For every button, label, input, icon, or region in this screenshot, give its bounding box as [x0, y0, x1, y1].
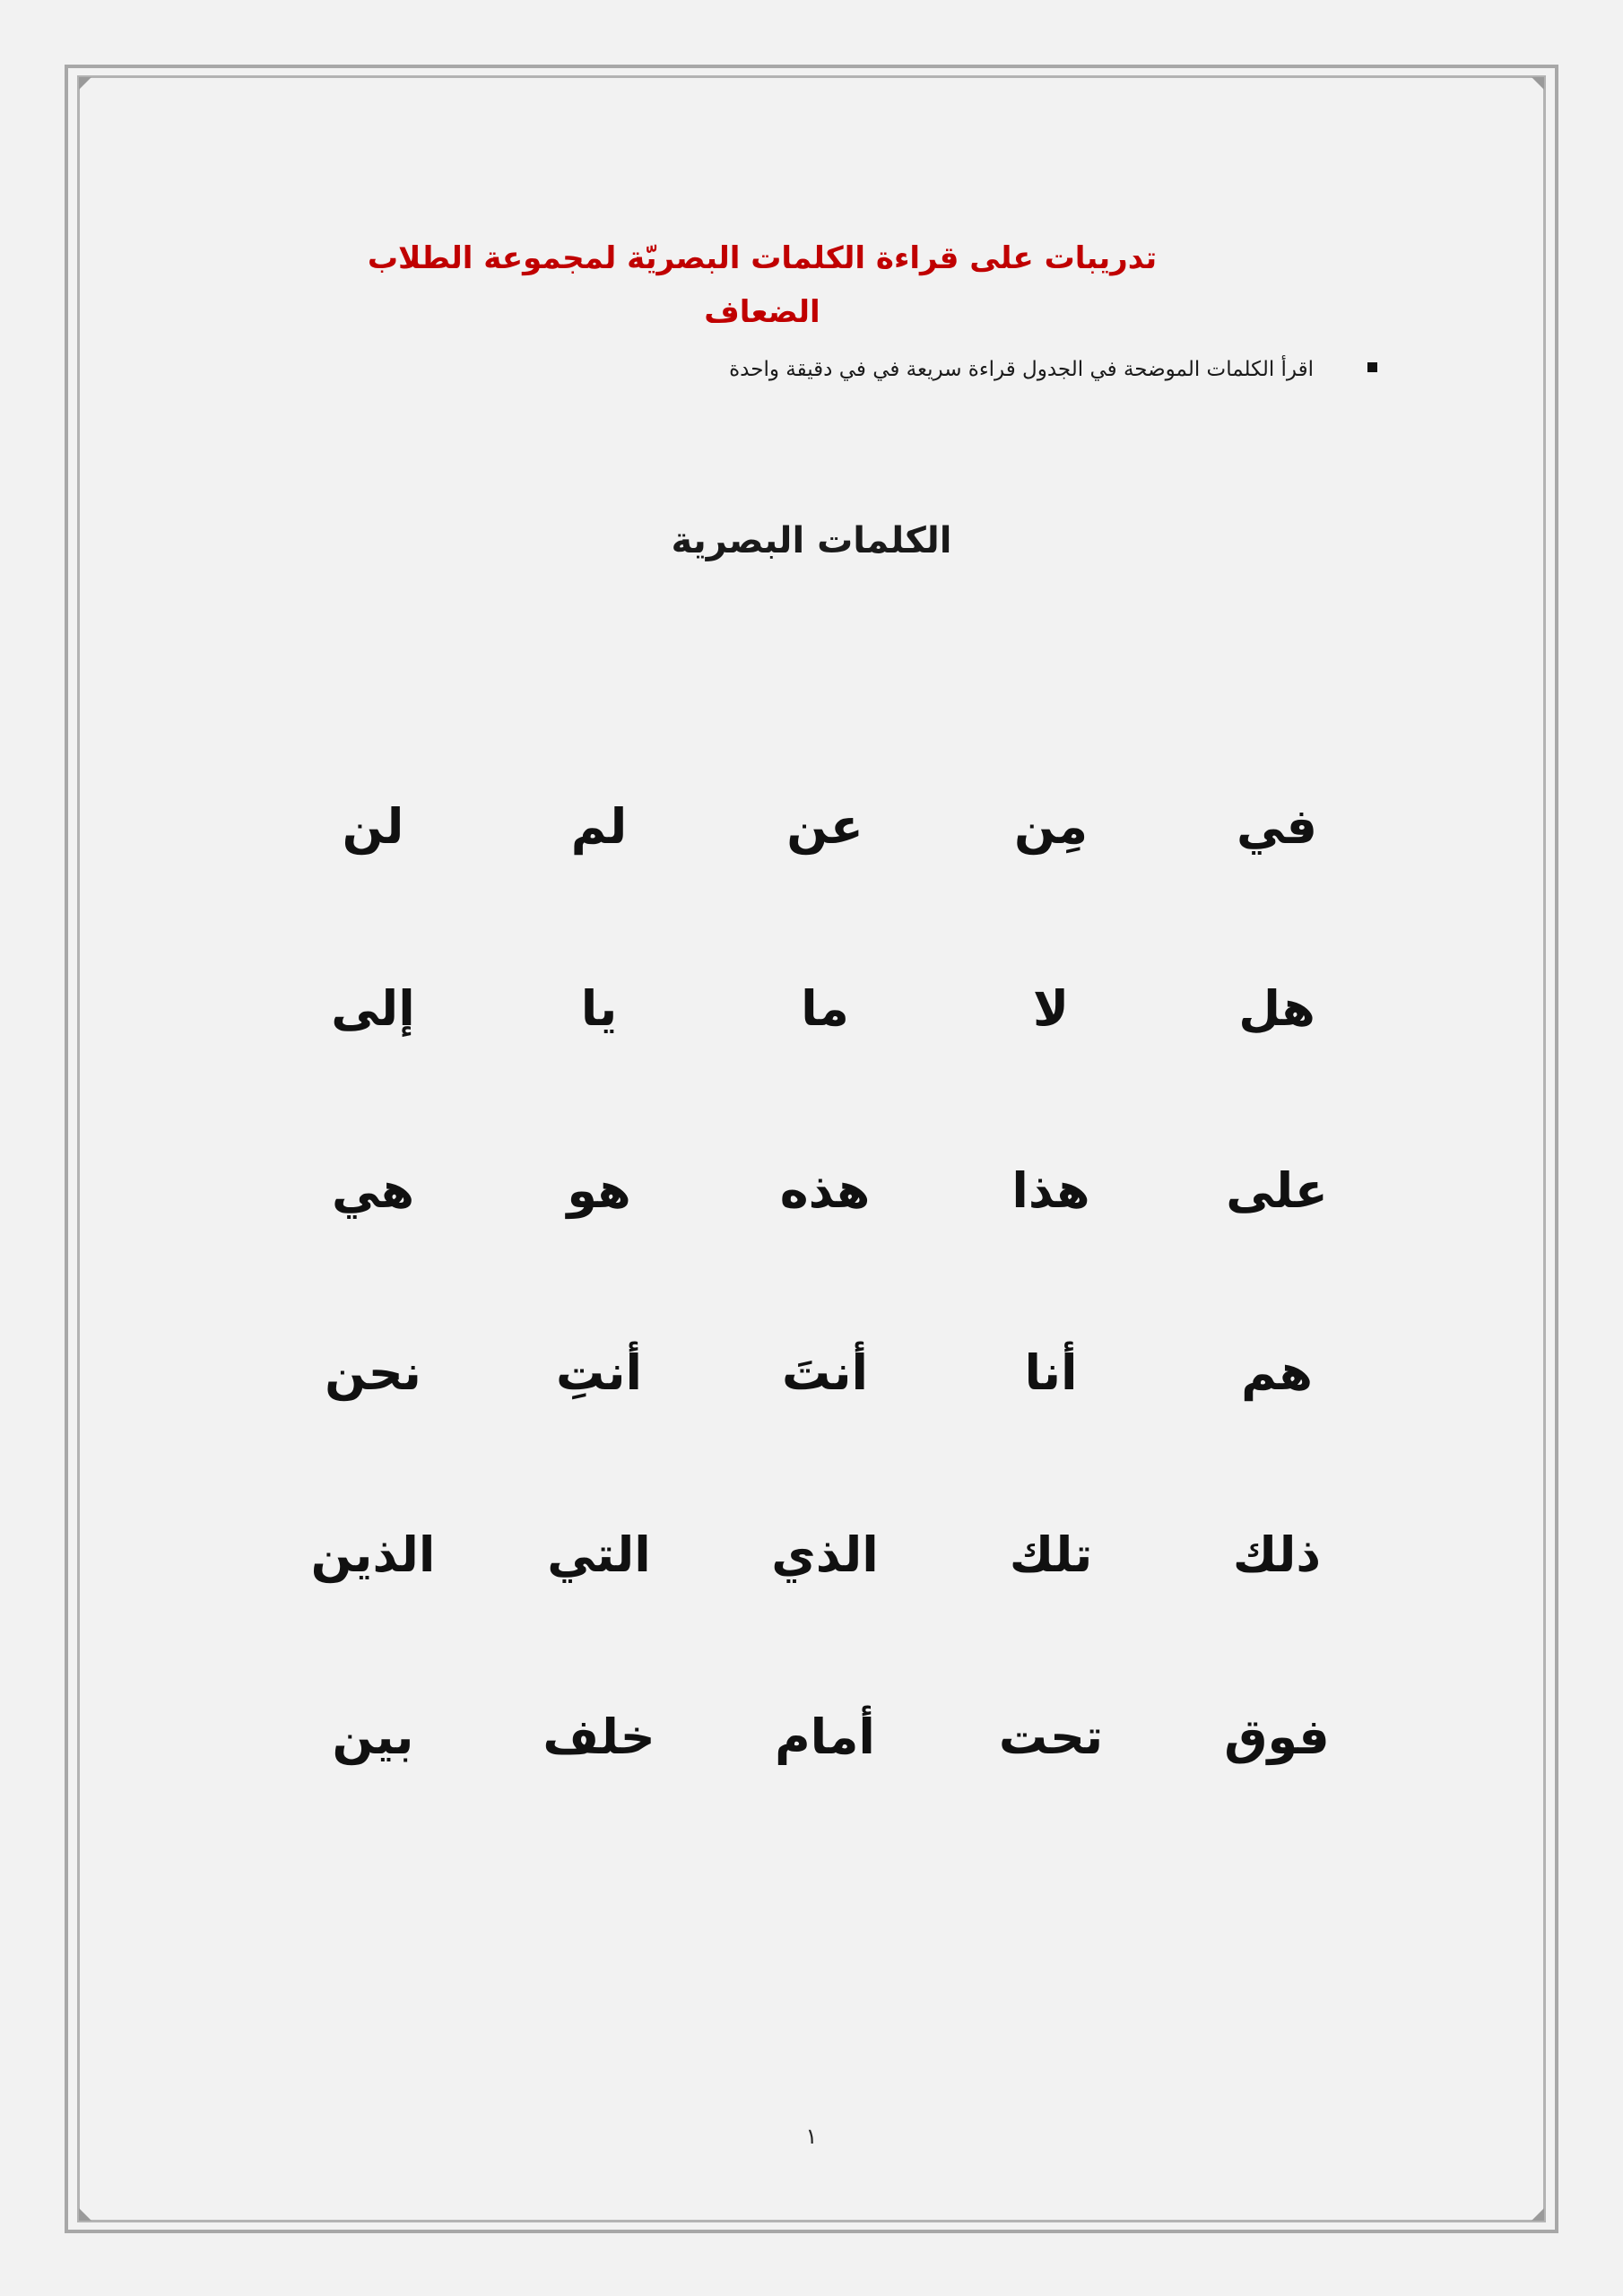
- word-cell: أنا: [1024, 1344, 1078, 1401]
- corner-ornament-bottom-left: [79, 2208, 91, 2221]
- word-cell: ما: [801, 980, 849, 1037]
- word-cell: نحن: [325, 1344, 421, 1401]
- word-cell: أنتِ: [556, 1344, 642, 1401]
- word-cell: هل: [1238, 980, 1315, 1037]
- word-cell: عن: [786, 798, 864, 855]
- word-cell: فوق: [1224, 1709, 1330, 1765]
- word-cell: هم: [1241, 1344, 1313, 1401]
- word-cell: هو: [567, 1162, 631, 1219]
- word-cell: هي: [331, 1162, 415, 1219]
- word-cell: أمام: [775, 1709, 875, 1765]
- word-cell: مِن: [1013, 798, 1089, 855]
- word-cell: التي: [547, 1526, 651, 1583]
- word-grid: [260, 735, 1390, 1830]
- word-cell: تحت: [998, 1709, 1104, 1765]
- word-cell: خلف: [542, 1709, 655, 1765]
- word-cell: في: [1237, 798, 1317, 855]
- word-cell: الذين: [310, 1526, 436, 1583]
- word-cell: لن: [342, 798, 404, 855]
- word-cell: إلى: [331, 980, 415, 1037]
- word-cell: هذا: [1011, 1162, 1090, 1219]
- word-cell: ذلك: [1232, 1526, 1322, 1583]
- corner-ornament-bottom-right: [1532, 2208, 1544, 2221]
- bullet-icon: [1367, 362, 1377, 372]
- corner-ornament-top-left: [79, 77, 91, 90]
- document-title: تدريبات على قراءة الكلمات البصريّة لمجموعة الطلاب الضعاف: [367, 240, 1158, 330]
- word-cell: يا: [580, 980, 618, 1037]
- word-cell: أنتَ: [782, 1344, 868, 1401]
- word-cell: بين: [332, 1709, 414, 1765]
- instruction-text: اقرأ الكلمات الموضحة في الجدول قراءة سريعة في في دقيقة واحدة: [729, 358, 1314, 381]
- word-cell: لا: [1032, 980, 1070, 1037]
- word-cell: هذه: [779, 1162, 871, 1219]
- corner-ornament-top-right: [1532, 77, 1544, 90]
- word-cell: لم: [570, 798, 628, 855]
- word-cell: الذي: [771, 1526, 879, 1583]
- section-heading: الكلمات البصرية: [671, 520, 952, 561]
- page-number: ١: [805, 2124, 818, 2149]
- word-cell: على: [1226, 1162, 1328, 1219]
- word-cell: تلك: [1009, 1526, 1093, 1583]
